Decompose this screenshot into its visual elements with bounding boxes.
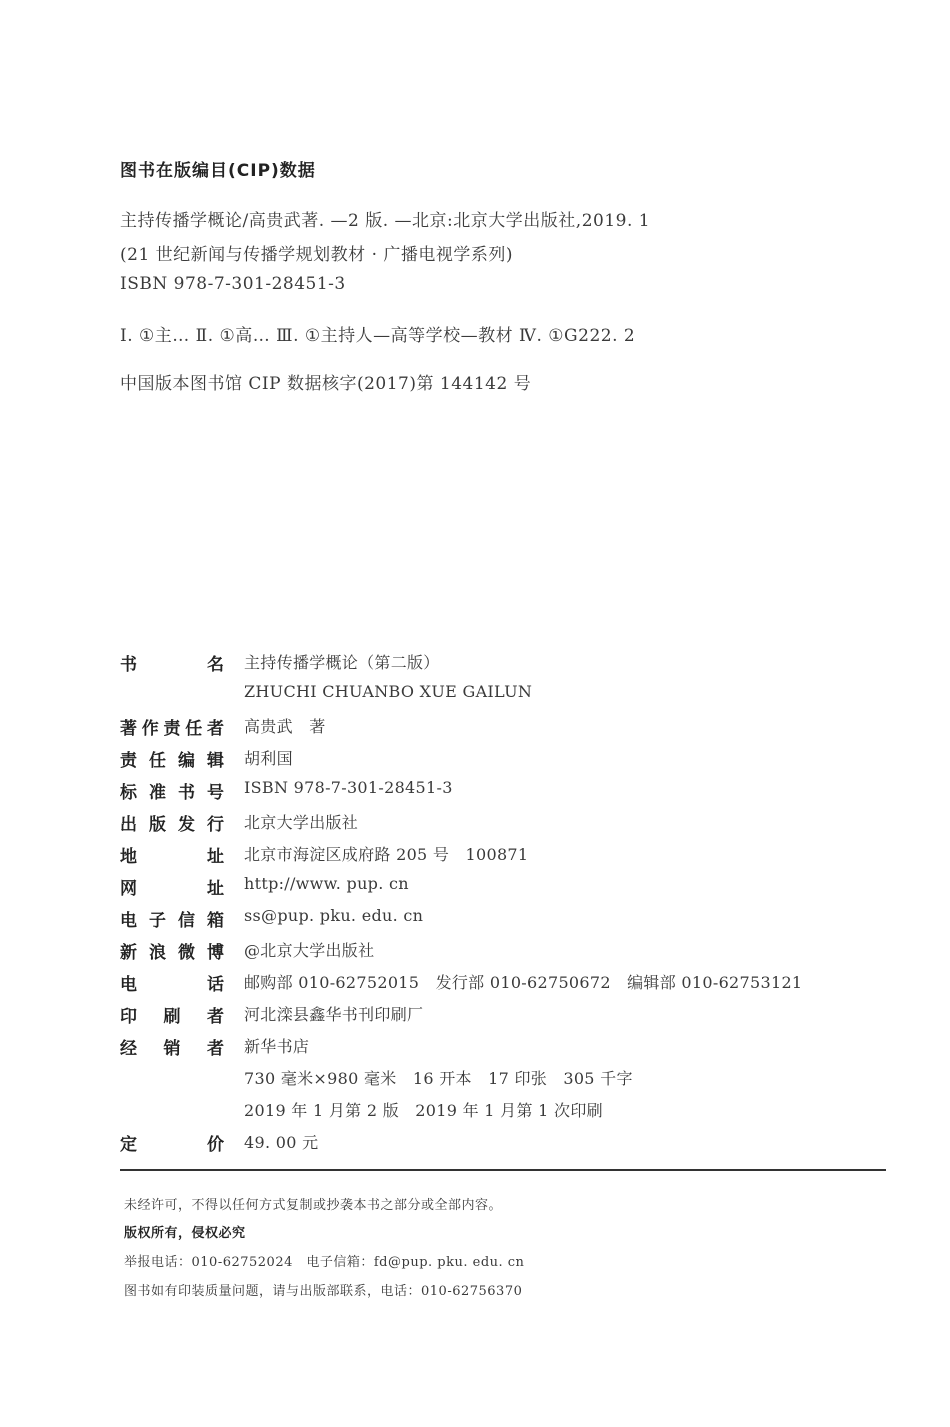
info-label	[120, 1002, 224, 1027]
label-char: 版	[149, 815, 166, 835]
label-char: 话	[207, 975, 224, 995]
label-char: 名	[207, 655, 224, 675]
label-char: 博	[207, 943, 224, 963]
label-char: 箱	[207, 911, 224, 931]
info-value: 新华书店	[244, 1037, 310, 1056]
info-label	[120, 714, 224, 739]
footer-divider	[120, 1169, 886, 1171]
label-char: 定	[120, 1135, 137, 1155]
label-char: 书	[178, 783, 195, 803]
cip-title-line: 主持传播学概论/高贵武著. —2 版. —北京:北京大学出版社,2019. 1	[120, 211, 651, 231]
label-char: 任	[149, 751, 166, 771]
info-label	[120, 842, 224, 867]
info-value: 邮购部 010-62752015 发行部 010-62750672 编辑部 010-62753121	[244, 973, 803, 992]
label-char: 网	[120, 879, 137, 899]
label-char: 电	[120, 975, 137, 995]
info-value: ss@pup. pku. edu. cn	[244, 906, 424, 925]
label-char: 地	[120, 847, 137, 867]
label-char: 发	[178, 815, 195, 835]
info-value: 北京市海淀区成府路 205 号 100871	[244, 845, 529, 864]
rights-reserved: 版权所有，侵权必究	[124, 1226, 246, 1241]
info-value: 2019 年 1 月第 2 版 2019 年 1 月第 1 次印刷	[244, 1101, 603, 1120]
label-char: 址	[207, 879, 224, 899]
cip-series-line: (21 世纪新闻与传播学规划教材 · 广播电视学系列)	[120, 245, 514, 265]
cip-isbn-line: ISBN 978-7-301-28451-3	[120, 274, 346, 294]
quality-contact: 图书如有印装质量问题，请与出版部联系，电话：010-62756370	[124, 1284, 523, 1299]
label-char: 标	[120, 783, 137, 803]
info-label	[120, 970, 224, 995]
info-value: @北京大学出版社	[244, 941, 375, 960]
info-value: 北京大学出版社	[244, 813, 359, 832]
label-char: 子	[149, 911, 166, 931]
label-char: 出	[120, 815, 137, 835]
label-char: 者	[207, 719, 224, 739]
info-value: 河北滦县鑫华书刊印刷厂	[244, 1005, 424, 1024]
label-char: 微	[178, 943, 195, 963]
info-value: 胡利国	[244, 749, 293, 768]
label-char: 责	[120, 751, 137, 771]
label-char: 责	[163, 719, 181, 739]
info-label	[120, 746, 224, 771]
label-char: 信	[178, 911, 195, 931]
info-label	[120, 1130, 224, 1155]
label-char: 准	[149, 783, 166, 803]
info-value: 主持传播学概论（第二版）	[244, 653, 440, 672]
info-value: 49. 00 元	[244, 1133, 319, 1152]
info-label	[120, 810, 224, 835]
label-char: 辑	[207, 751, 224, 771]
info-label	[120, 778, 224, 803]
label-char: 任	[185, 719, 203, 739]
label-char: 价	[207, 1135, 224, 1155]
cip-verification-line: 中国版本图书馆 CIP 数据核字(2017)第 144142 号	[120, 374, 532, 394]
info-value: 高贵武 著	[244, 717, 326, 736]
info-label	[120, 938, 224, 963]
label-char: 销	[163, 1039, 181, 1059]
label-char: 编	[178, 751, 195, 771]
label-char: 著	[120, 719, 137, 739]
info-label	[120, 906, 224, 931]
label-char: 刷	[163, 1007, 181, 1027]
label-char: 浪	[149, 943, 166, 963]
label-char: 作	[141, 719, 159, 739]
info-value: ZHUCHI CHUANBO XUE GAILUN	[244, 682, 533, 701]
label-char: 印	[120, 1007, 137, 1027]
label-char: 号	[207, 783, 224, 803]
info-label	[120, 650, 224, 675]
report-contact: 举报电话：010-62752024 电子信箱：fd@pup. pku. edu. cn	[124, 1255, 525, 1270]
label-char: 者	[207, 1007, 224, 1027]
label-char: 址	[207, 847, 224, 867]
label-char: 书	[120, 655, 137, 675]
label-char: 行	[207, 815, 224, 835]
cip-classification-line: I. ①主… Ⅱ. ①高… Ⅲ. ①主持人—高等学校—教材 Ⅳ. ①G222. 2	[120, 326, 636, 346]
label-char: 新	[120, 943, 137, 963]
label-char: 电	[120, 911, 137, 931]
info-label	[120, 874, 224, 899]
info-label	[120, 1034, 224, 1059]
label-char: 经	[120, 1039, 137, 1059]
info-value: ISBN 978-7-301-28451-3	[244, 778, 453, 797]
copyright-notice: 未经许可，不得以任何方式复制或抄袭本书之部分或全部内容。	[124, 1198, 503, 1213]
label-char: 者	[207, 1039, 224, 1059]
info-value: 730 毫米×980 毫米 16 开本 17 印张 305 千字	[244, 1069, 633, 1088]
info-value: http://www. pup. cn	[244, 874, 409, 893]
cip-heading: 图书在版编目(CIP)数据	[120, 161, 316, 181]
